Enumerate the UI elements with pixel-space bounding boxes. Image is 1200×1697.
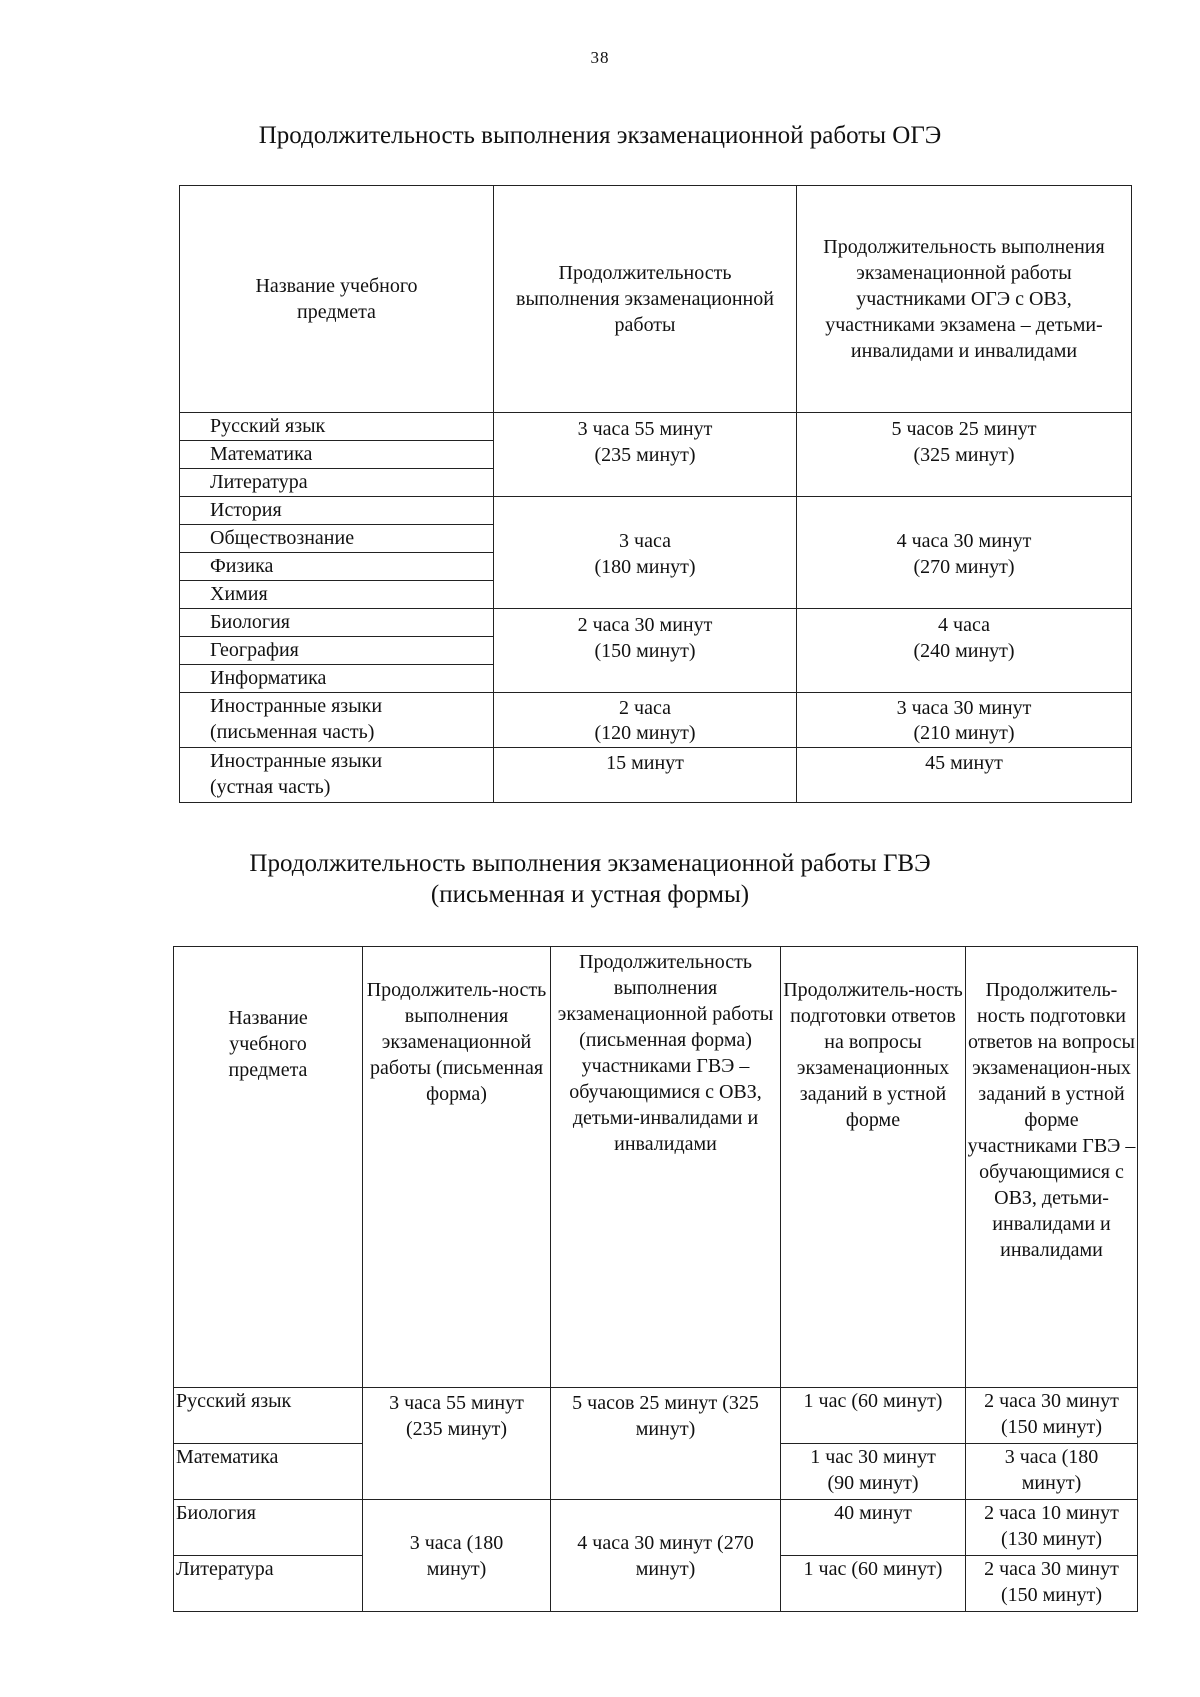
oral-ovz-cell: 2 часа 10 минут (130 минут): [966, 1500, 1138, 1556]
duration-line: (150 минут): [594, 640, 696, 662]
duration-cell: [494, 748, 797, 803]
subject-cell: История: [180, 497, 494, 525]
duration-line: 4 часа 30 минут: [896, 530, 1032, 552]
subject-cell: Информатика: [180, 665, 494, 693]
subject-cell: Биология: [180, 609, 494, 637]
duration-line: 2 часа: [619, 697, 671, 719]
oral-ovz-cell: 3 часа (180 минут): [966, 1444, 1138, 1500]
subject-cell: Биология: [174, 1500, 363, 1556]
duration-line: (240 минут): [913, 640, 1015, 662]
table-row: [180, 748, 1132, 803]
duration-cell: [494, 497, 797, 609]
table-row: [174, 1388, 1138, 1444]
header-written-ovz: Продолжительность выполнения экзаменационной работы (письменная форма) участниками ГВЭ – обучающимися с ОВЗ, детьми-инвалидами и инвалидами: [551, 947, 781, 1388]
subject-cell: Математика: [174, 1444, 363, 1500]
duration-line: 2 часа 30 минут: [577, 614, 713, 636]
subject-cell: Литература: [174, 1556, 363, 1612]
subject-cell: Обществознание: [180, 525, 494, 553]
duration-line: (235 минут): [594, 444, 696, 466]
oral-cell: 1 час 30 минут (90 минут): [781, 1444, 966, 1500]
duration-ovz-cell: [797, 748, 1132, 803]
header-oral: Продолжитель-ность подготовки ответов на вопросы экзаменационных заданий в устной форме: [781, 947, 966, 1388]
written-cell: 3 часа 55 минут (235 минут): [363, 1388, 551, 1500]
duration-ovz-cell: [797, 609, 1132, 693]
duration-line: (325 минут): [913, 444, 1015, 466]
table-row: [180, 609, 1132, 637]
duration-line: 5 часов 25 минут: [891, 418, 1037, 440]
table-header-row: [174, 947, 1138, 1388]
subject-cell: Иностранные языки (письменная часть): [180, 693, 494, 748]
table-row: [180, 693, 1132, 748]
oge-table-title: Продолжительность выполнения экзаменационной работы ОГЭ: [258, 122, 942, 149]
header-duration: Продолжительность выполнения экзаменационной работы: [494, 186, 797, 413]
duration-ovz-cell: [797, 693, 1132, 748]
subject-cell: Физика: [180, 553, 494, 581]
header-subject: Название учебного предмета: [180, 186, 494, 413]
duration-ovz-cell: [797, 497, 1132, 609]
duration-line: 3 часа 55 минут: [577, 418, 713, 440]
table-row: [180, 497, 1132, 525]
gve-title-line: (письменная и устная формы): [430, 881, 750, 908]
duration-line: 3 часа: [619, 530, 671, 552]
duration-cell: [494, 693, 797, 748]
subject-cell: Иностранные языки (устная часть): [180, 748, 494, 803]
header-written: Продолжитель-ность выполнения экзаменационной работы (письменная форма): [363, 947, 551, 1388]
header-duration-ovz: Продолжительность выполнения экзаменационной работы участниками ОГЭ с ОВЗ, участниками экзамена – детьми-инвалидами и инвалидами: [797, 186, 1132, 413]
duration-line: (180 минут): [594, 556, 696, 578]
oral-ovz-cell: 2 часа 30 минут (150 минут): [966, 1556, 1138, 1612]
written-cell: 3 часа (180 минут): [363, 1500, 551, 1612]
table-row: [174, 1500, 1138, 1556]
duration-cell: [494, 413, 797, 497]
duration-line: (270 минут): [913, 556, 1015, 578]
duration-line: 45 минут: [925, 752, 1003, 774]
gve-duration-table: [173, 946, 1138, 1612]
duration-cell: [494, 609, 797, 693]
written-ovz-cell: 4 часа 30 минут (270 минут): [551, 1500, 781, 1612]
subject-cell: Русский язык: [180, 413, 494, 441]
duration-ovz-cell: [797, 413, 1132, 497]
subject-cell: География: [180, 637, 494, 665]
gve-table-title: [30, 848, 1150, 910]
duration-line: 15 минут: [606, 752, 684, 774]
header-subject: Название учебного предмета: [174, 947, 363, 1388]
duration-line: 3 часа 30 минут: [896, 697, 1032, 719]
oge-duration-table: [179, 185, 1132, 803]
written-ovz-cell: 5 часов 25 минут (325 минут): [551, 1388, 781, 1500]
oral-ovz-cell: 2 часа 30 минут (150 минут): [966, 1388, 1138, 1444]
subject-cell: Математика: [180, 441, 494, 469]
duration-line: (120 минут): [594, 722, 696, 744]
subject-cell: Русский язык: [174, 1388, 363, 1444]
duration-line: (210 минут): [913, 722, 1015, 744]
oral-cell: 40 минут: [781, 1500, 966, 1556]
table-row: [180, 413, 1132, 441]
subject-cell: Химия: [180, 581, 494, 609]
page-number: 38: [590, 48, 610, 67]
oral-cell: 1 час (60 минут): [781, 1556, 966, 1612]
header-oral-ovz: Продолжитель-ность подготовки ответов на вопросы экзаменацион-ных заданий в устной форме участниками ГВЭ – обучающимися с ОВЗ, детьми-инвалидами и инвалидами: [966, 947, 1138, 1388]
subject-cell: Литература: [180, 469, 494, 497]
table-header-row: [180, 186, 1132, 413]
oral-cell: 1 час (60 минут): [781, 1388, 966, 1444]
duration-line: 4 часа: [938, 614, 990, 636]
gve-title-line: Продолжительность выполнения экзаменационной работы ГВЭ: [249, 850, 931, 877]
